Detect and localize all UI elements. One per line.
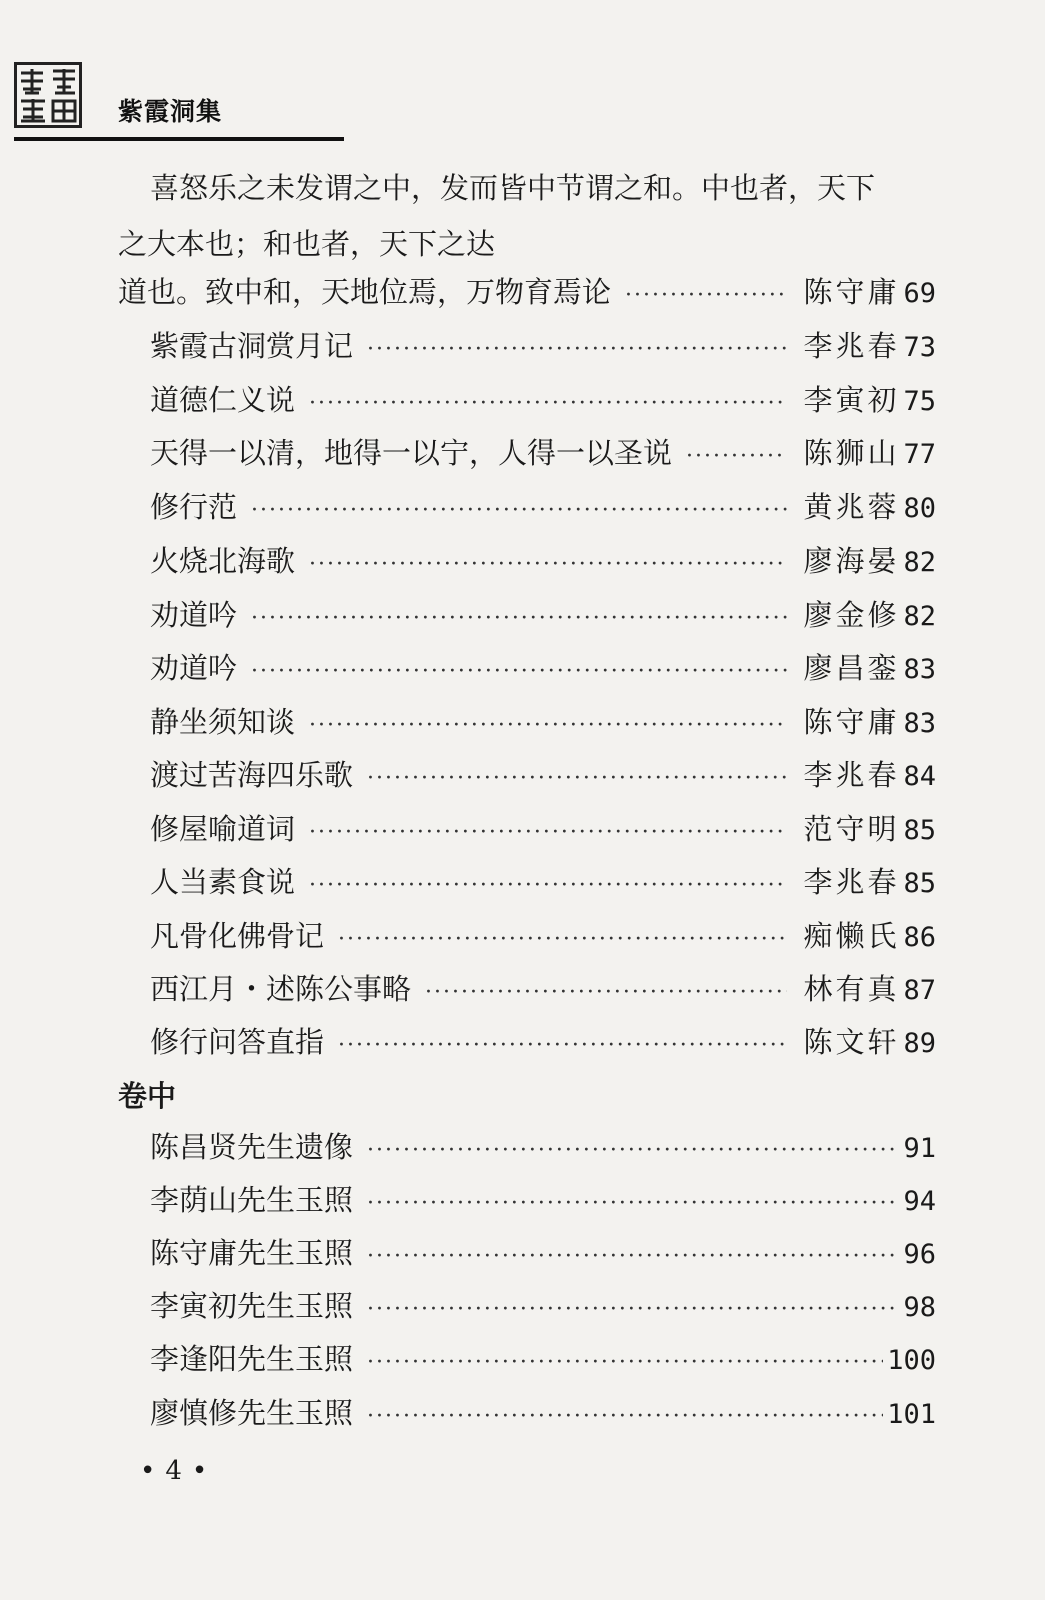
toc-entry[interactable] (150, 809, 936, 849)
toc-entry[interactable] (118, 272, 936, 312)
toc-entry-title: 修屋喻道词 (150, 812, 296, 846)
leader-dots (309, 706, 787, 746)
leader-dots (367, 1237, 899, 1277)
intro-line-1: 喜怒乐之未发谓之中，发而皆中节谓之和。中也者，天下 (150, 171, 876, 205)
toc-entry-author: 廖海晏 (803, 544, 900, 578)
toc-entry[interactable] (150, 380, 936, 420)
toc-entry-page: 83 (903, 708, 936, 739)
leader-dots (367, 1184, 899, 1224)
toc-entry-title: 道德仁义说 (150, 383, 296, 417)
toc-entry-page: 82 (903, 547, 936, 578)
toc-entry-page: 73 (903, 332, 936, 363)
toc-entry-author: 李兆春 (803, 865, 900, 899)
toc-entry-page: 87 (903, 975, 936, 1006)
toc-entry-page: 85 (903, 815, 936, 846)
toc-entry[interactable] (150, 1286, 936, 1326)
toc-entry-author: 李寅初 (803, 383, 900, 417)
leader-dots (309, 813, 787, 853)
toc-entry[interactable] (150, 433, 936, 473)
leader-dots (625, 276, 787, 316)
toc-entry-author: 廖金修 (803, 598, 900, 632)
bullet-dot-right: • (191, 1456, 218, 1486)
toc-entry-page: 84 (903, 761, 936, 792)
toc-entry[interactable] (150, 487, 936, 527)
toc-entry-author: 陈守庸 (803, 275, 900, 309)
leader-dots (367, 1397, 883, 1437)
toc-entry-author: 陈狮山 (803, 436, 900, 470)
toc-entry-page: 91 (903, 1133, 936, 1164)
toc-entry-title: 凡骨化佛骨记 (150, 919, 325, 953)
toc-entry[interactable] (150, 1393, 936, 1433)
toc-entry-page: 101 (887, 1399, 936, 1430)
leader-dots (338, 920, 787, 960)
toc-entry-title: 西江月・述陈公事略 (150, 972, 412, 1006)
leader-dots (367, 1343, 883, 1383)
toc-entry-page: 94 (903, 1186, 936, 1217)
leader-dots (309, 384, 787, 424)
toc-entry-author: 黄兆蓉 (803, 490, 900, 524)
leader-dots (367, 1131, 899, 1171)
toc-entry[interactable] (150, 595, 936, 635)
toc-entry[interactable] (150, 1127, 936, 1167)
toc-entry-title: 紫霞古洞赏月记 (150, 329, 354, 363)
footer-page-number (140, 1456, 217, 1486)
toc-entry-page: 89 (903, 1028, 936, 1059)
bullet-dot-left: • (140, 1456, 166, 1486)
toc-entry-title: 劝道吟 (150, 651, 238, 685)
toc-entry-page: 85 (903, 868, 936, 899)
toc-entry-author: 李兆春 (803, 758, 900, 792)
toc-entry-title: 廖慎修先生玉照 (150, 1396, 354, 1430)
toc-entry[interactable] (150, 862, 936, 902)
toc-entry-title: 修行问答直指 (150, 1025, 325, 1059)
leader-dots (338, 1026, 787, 1066)
toc-entry-page: 100 (887, 1345, 936, 1376)
toc-entry[interactable] (150, 1339, 936, 1379)
toc-entry-title: 静坐须知谈 (150, 705, 296, 739)
toc-entry-page: 75 (903, 386, 936, 417)
toc-entry-author: 痴懒氏 (803, 919, 900, 953)
toc-entry[interactable] (150, 1180, 936, 1220)
leader-dots (309, 545, 787, 585)
toc-entry-author: 陈文轩 (803, 1025, 900, 1059)
book-title: 紫霞洞集 (118, 97, 223, 126)
leader-dots (686, 437, 787, 477)
leader-dots (367, 330, 787, 370)
toc-entry[interactable] (150, 326, 936, 366)
toc-entry-title: 陈昌贤先生遗像 (150, 1130, 354, 1164)
toc-entry[interactable] (150, 541, 936, 581)
toc-entry-page: 86 (903, 922, 936, 953)
toc-entry-page: 98 (903, 1292, 936, 1323)
toc-entry-page: 96 (903, 1239, 936, 1270)
leader-dots (251, 599, 787, 639)
toc-entry-title: 修行范 (150, 490, 238, 524)
toc-entry-author: 李兆春 (803, 329, 900, 363)
toc-entry-title: 火烧北海歌 (150, 544, 296, 578)
toc-entry-author: 范守明 (803, 812, 900, 846)
toc-entry[interactable] (150, 755, 936, 795)
toc-entry-title: 渡过苦海四乐歌 (150, 758, 354, 792)
section-heading-middle-volume: 卷中 (118, 1079, 177, 1113)
toc-entry-author: 廖昌銮 (803, 651, 900, 685)
toc-entry[interactable] (150, 1022, 936, 1062)
toc-entry-page: 69 (903, 278, 936, 309)
toc-entry-page: 77 (903, 439, 936, 470)
leader-dots (425, 973, 787, 1013)
leader-dots (251, 652, 787, 692)
toc-entry-page: 80 (903, 493, 936, 524)
toc-entry[interactable] (150, 916, 936, 956)
toc-entry-title: 天得一以清，地得一以宁，人得一以圣说 (150, 436, 673, 470)
toc-entry-author: 林有真 (803, 972, 900, 1006)
toc-entry[interactable] (150, 1233, 936, 1273)
toc-entry-title: 人当素食说 (150, 865, 296, 899)
toc-entry-title: 李逢阳先生玉照 (150, 1342, 354, 1376)
toc-entry-page: 82 (903, 601, 936, 632)
leader-dots (367, 1290, 899, 1330)
leader-dots (309, 866, 787, 906)
toc-entry-author: 陈守庸 (803, 705, 900, 739)
toc-entry[interactable] (150, 648, 936, 688)
toc-entry[interactable] (150, 702, 936, 742)
toc-entry-title: 道也。致中和，天地位焉，万物育焉论 (118, 275, 612, 309)
toc-entry-title: 劝道吟 (150, 598, 238, 632)
page-number: 4 (165, 1456, 192, 1486)
toc-entry-title: 李荫山先生玉照 (150, 1183, 354, 1217)
intro-line-2: 之大本也；和也者，天下之达 (118, 227, 496, 261)
toc-entry-title: 李寅初先生玉照 (150, 1289, 354, 1323)
leader-dots (367, 759, 787, 799)
toc-entry-title: 陈守庸先生玉照 (150, 1236, 354, 1270)
toc-entry-page: 83 (903, 654, 936, 685)
leader-dots (251, 491, 787, 531)
toc-entry[interactable] (150, 969, 936, 1009)
